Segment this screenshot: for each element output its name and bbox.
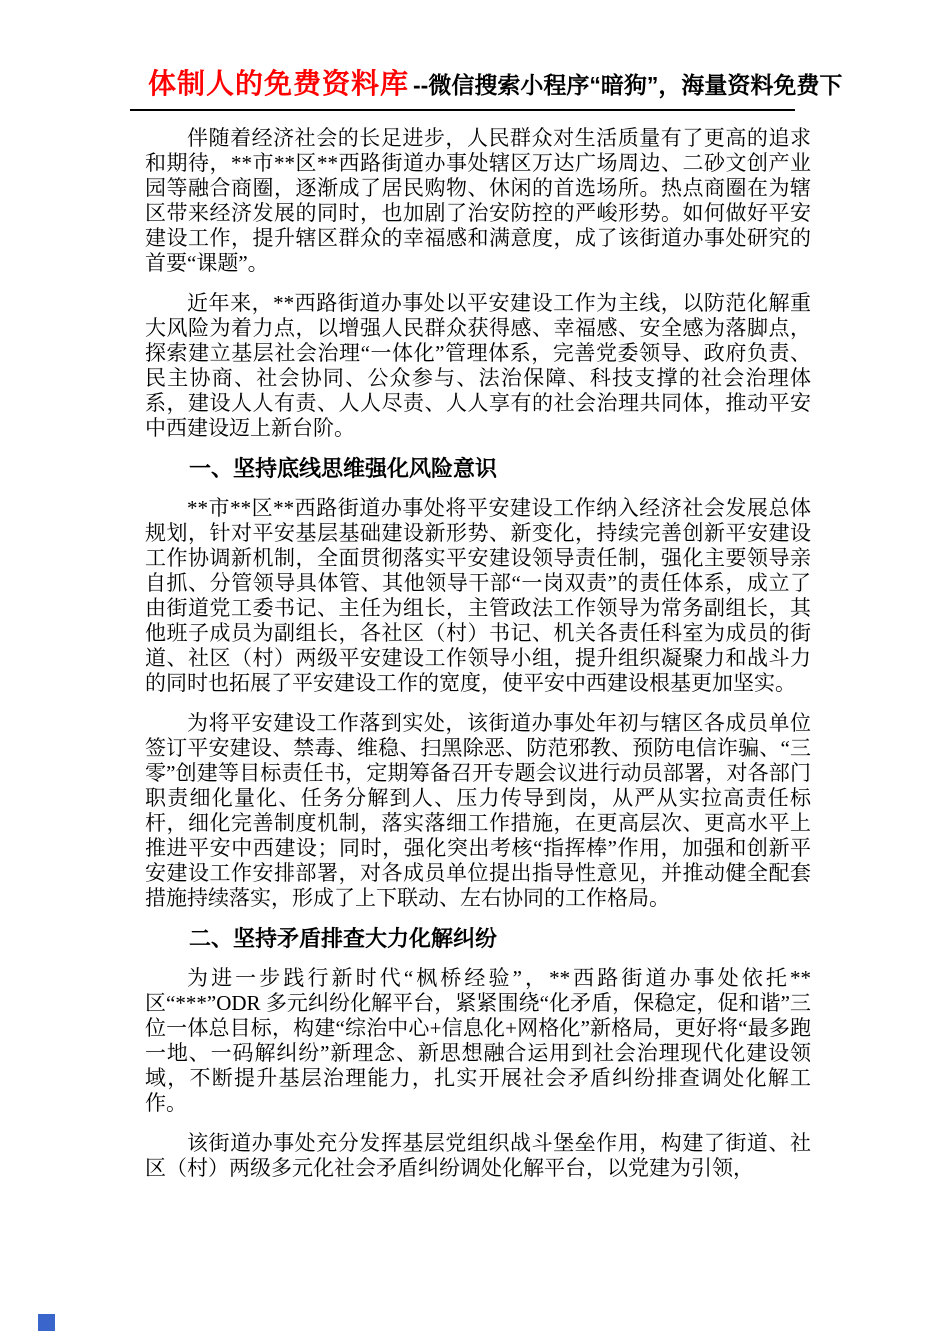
paragraph-section2-a: 为进一步践行新时代“枫桥经验”，**西路街道办事处依托**区“***”ODR 多元纠纷化解平台，紧紧围绕“化矛盾，保稳定，促和谐”三位一体总目标，构建“综治中心+信息化+网格化”新格局，更好将“最多跑一地、一码解纠纷”新理念、新思想融合运用到社会治理现代化建设领域，不断提升基层治理能力，扎实开展社会矛盾纠纷排查调处化解工作。 [145, 966, 811, 1115]
paragraph-section1-a: **市**区**西路街道办事处将平安建设工作纳入经济社会发展总体规划，针对平安基层基础建设新形势、新变化，持续完善创新平安建设工作协调新机制，全面贯彻落实平安建设领导责任制，强化主要领导亲自抓、分管领导具体管、其他领导干部“一岗双责”的责任体系，成立了由街道党工委书记、主任为组长，主管政法工作领导为常务副组长，其他班子成员为副组长，各社区（村）书记、机关各责任科室为成员的街道、社区（村）两级平安建设工作领导小组，提升组织凝聚力和战斗力的同时也拓展了平安建设工作的宽度，使平安中西建设根基更加坚实。 [145, 496, 811, 695]
promo-tagline-text: --微信搜索小程序“暗狗”，海量资料免费下 [413, 72, 843, 98]
promo-header [130, 62, 843, 111]
blue-square-marker [38, 1314, 55, 1331]
paragraph-intro: 伴随着经济社会的长足进步，人民群众对生活质量有了更高的追求和期待，**市**区**西路街道办事处辖区万达广场周边、二砂文创产业园等融合商圈，逐渐成了居民购物、休闲的首选场所。热点商圈在为辖区带来经济发展的同时，也加剧了治安防控的严峻形势。如何做好平安建设工作，提升辖区群众的幸福感和满意度，成了该街道办事处研究的首要“课题”。 [145, 126, 811, 275]
heading-section-2: 二、坚持矛盾排查大力化解纠纷 [189, 926, 498, 951]
heading-section-1: 一、坚持底线思维强化风险意识 [189, 456, 498, 481]
document-body [145, 126, 811, 1196]
paragraph-overview: 近年来，**西路街道办事处以平安建设工作为主线，以防范化解重大风险为着力点，以增强人民群众获得感、幸福感、安全感为落脚点，探索建立基层社会治理“一体化”管理体系，完善党委领导、政府负责、民主协商、社会协同、公众参与、法治保障、科技支撑的社会治理体系，建设人人有责、人人尽责、人人享有的社会治理共同体，推动平安中西建设迈上新台阶。 [145, 291, 811, 440]
promo-brand-text: 体制人的免费资料库 [148, 68, 410, 99]
paragraph-section2-b: 该街道办事处充分发挥基层党组织战斗堡垒作用，构建了街道、社区（村）两级多元化社会矛盾纠纷调处化解平台，以党建为引领， [145, 1131, 811, 1180]
paragraph-section1-b: 为将平安建设工作落到实处，该街道办事处年初与辖区各成员单位签订平安建设、禁毒、维稳、扫黑除恶、防范邪教、预防电信诈骗、“三零”创建等目标责任书，定期筹备召开专题会议进行动员部署，对各部门职责细化量化、任务分解到人、压力传导到岗，从严从实拉高责任标杆，细化完善制度机制，落实落细工作措施，在更高层次、更高水平上推进平安中西建设；同时，强化突出考核“指挥棒”作用，加强和创新平安建设工作安排部署，对各成员单位提出指导性意见，并推动健全配套措施持续落实，形成了上下联动、左右协同的工作格局。 [145, 711, 811, 910]
